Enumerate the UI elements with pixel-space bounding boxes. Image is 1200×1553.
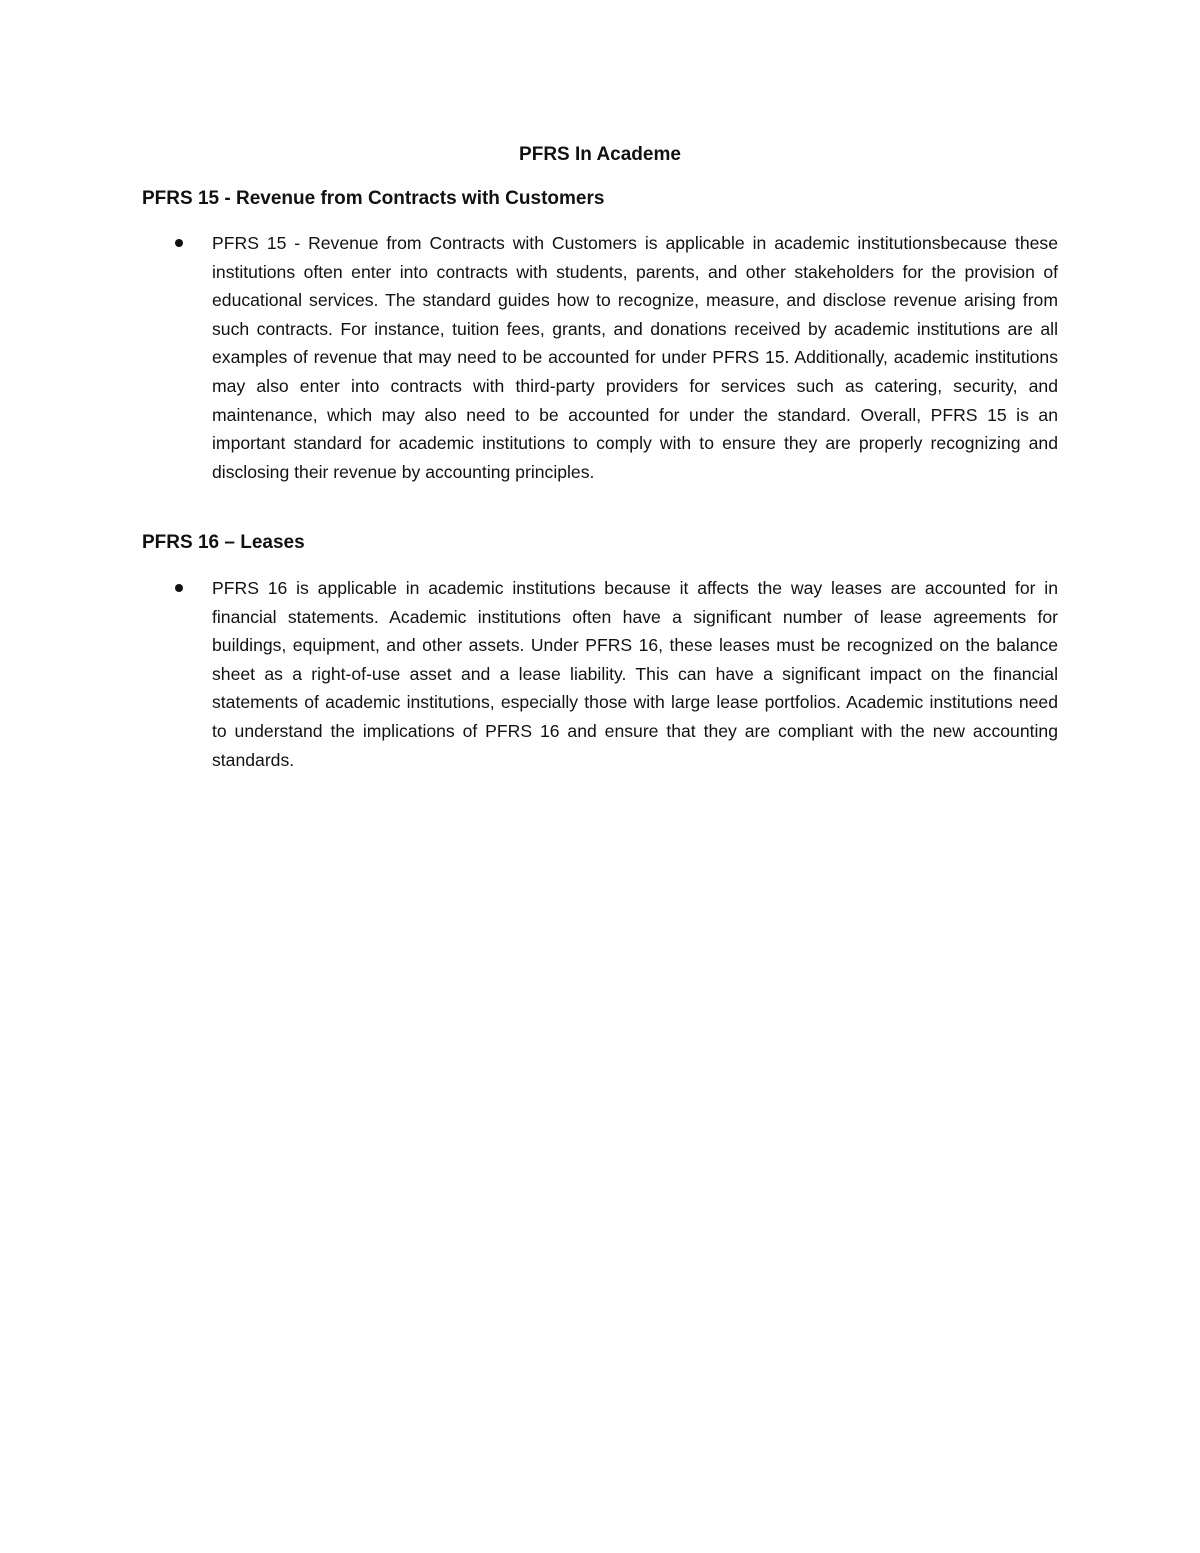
- bullet-item-pfrs-15: [142, 229, 1058, 517]
- bullet-icon: [175, 239, 183, 247]
- bullet-item-pfrs-16: [142, 574, 1058, 776]
- section-heading-pfrs-16: PFRS 16 – Leases: [142, 532, 305, 553]
- bullet-icon: [175, 584, 183, 592]
- section-heading-pfrs-15: PFRS 15 - Revenue from Contracts with Customers: [142, 188, 605, 209]
- document-title: PFRS In Academe: [519, 144, 681, 165]
- bullet-text-pfrs-16: PFRS 16 is applicable in academic institutions because it affects the way leases are accounted for in financial statements. Academic institutions often have a significant number of lease agreements for buildings, equipment, and other assets. Under PFRS 16, these leases must be recognized on the balance sheet as a right-of-use asset and a lease liability. This can have a significant impact on the financial statements of academic institutions, especially those with large lease portfolios. Academic institutions need to understand the implications of PFRS 16 and ensure that they are compliant with the new accounting standards.: [212, 578, 1058, 770]
- bullet-text-pfrs-15: PFRS 15 - Revenue from Contracts with Customers is applicable in academic institutionsbecause these institutions often enter into contracts with students, parents, and other stakeholders for the provision of educational services. The standard guides how to recognize, measure, and disclose revenue arising from such contracts. For instance, tuition fees, grants, and donations received by academic institutions are all examples of revenue that may need to be accounted for under PFRS 15. Additionally, academic institutions may also enter into contracts with third-party providers for services such as catering, security, and maintenance, which may also need to be accounted for under the standard. Overall, PFRS 15 is an important standard for academic institutions to comply with to ensure they are properly recognizing and disclosing their revenue by accounting principles.: [212, 233, 1058, 482]
